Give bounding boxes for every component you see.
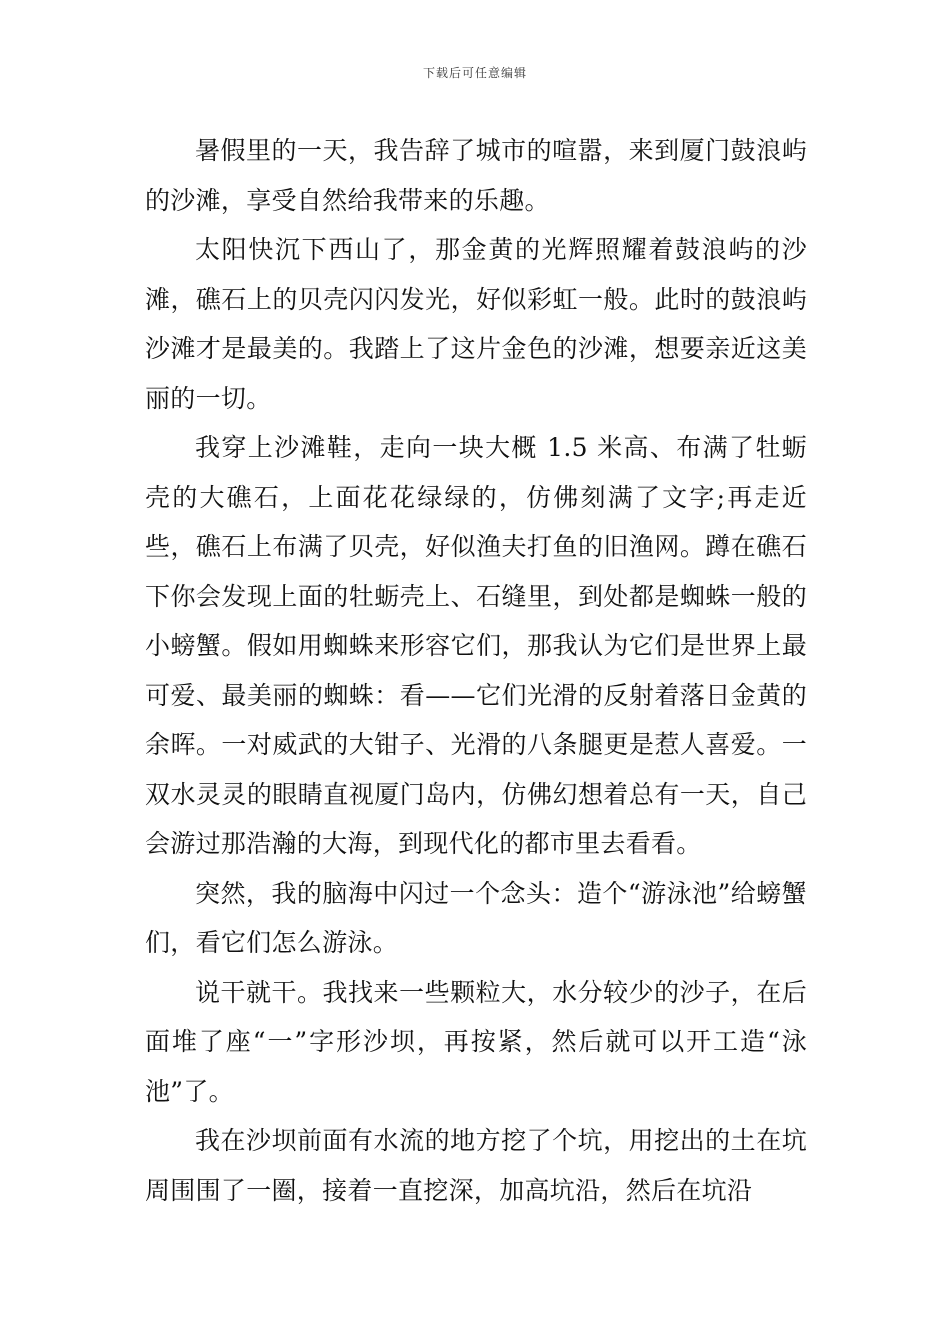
paragraph-3: 我穿上沙滩鞋，走向一块大概 1.5 米高、布满了牡蛎壳的大礁石，上面花花绿绿的，仿佛刻满了文字;再走近些，礁石上布满了贝壳，好似渔夫打鱼的旧渔网。蹲在礁石下你会发现上面的牡蛎壳上、石缝里，到处都是蜘蛛一般的小螃蟹。假如用蜘蛛来形容它们，那我认为它们是世界上最可爱、最美丽的蜘蛛：看——它们光滑的反射着落日金黄的余晖。一对威武的大钳子、光滑的八条腿更是惹人喜爱。一双水灵灵的眼睛直视厦门岛内，仿佛幻想着总有一天，自己会游过那浩瀚的大海，到现代化的都市里去看看。 [145,433,807,858]
paragraph-2: 太阳快沉下西山了，那金黄的光辉照耀着鼓浪屿的沙滩，礁石上的贝壳闪闪发光，好似彩虹一般。此时的鼓浪屿沙滩才是最美的。我踏上了这片金色的沙滩，想要亲近这美丽的一切。 [145,235,807,413]
document-body [145,126,807,1215]
page-header: 下载后可任意编辑 [422,66,527,80]
paragraph-1: 暑假里的一天，我告辞了城市的喧嚣，来到厦门鼓浪屿的沙滩，享受自然给我带来的乐趣。 [145,136,807,215]
paragraph-4: 突然，我的脑海中闪过一个念头：造个“游泳池”给螃蟹们，看它们怎么游泳。 [145,878,807,957]
paragraph-5: 说干就干。我找来一些颗粒大，水分较少的沙子，在后面堆了座“一”字形沙坝，再按紧，然后就可以开工造“泳池”了。 [145,977,807,1106]
paragraph-6: 我在沙坝前面有水流的地方挖了个坑，用挖出的土在坑周围围了一圈，接着一直挖深，加高坑沿，然后在坑沿 [145,1126,807,1205]
